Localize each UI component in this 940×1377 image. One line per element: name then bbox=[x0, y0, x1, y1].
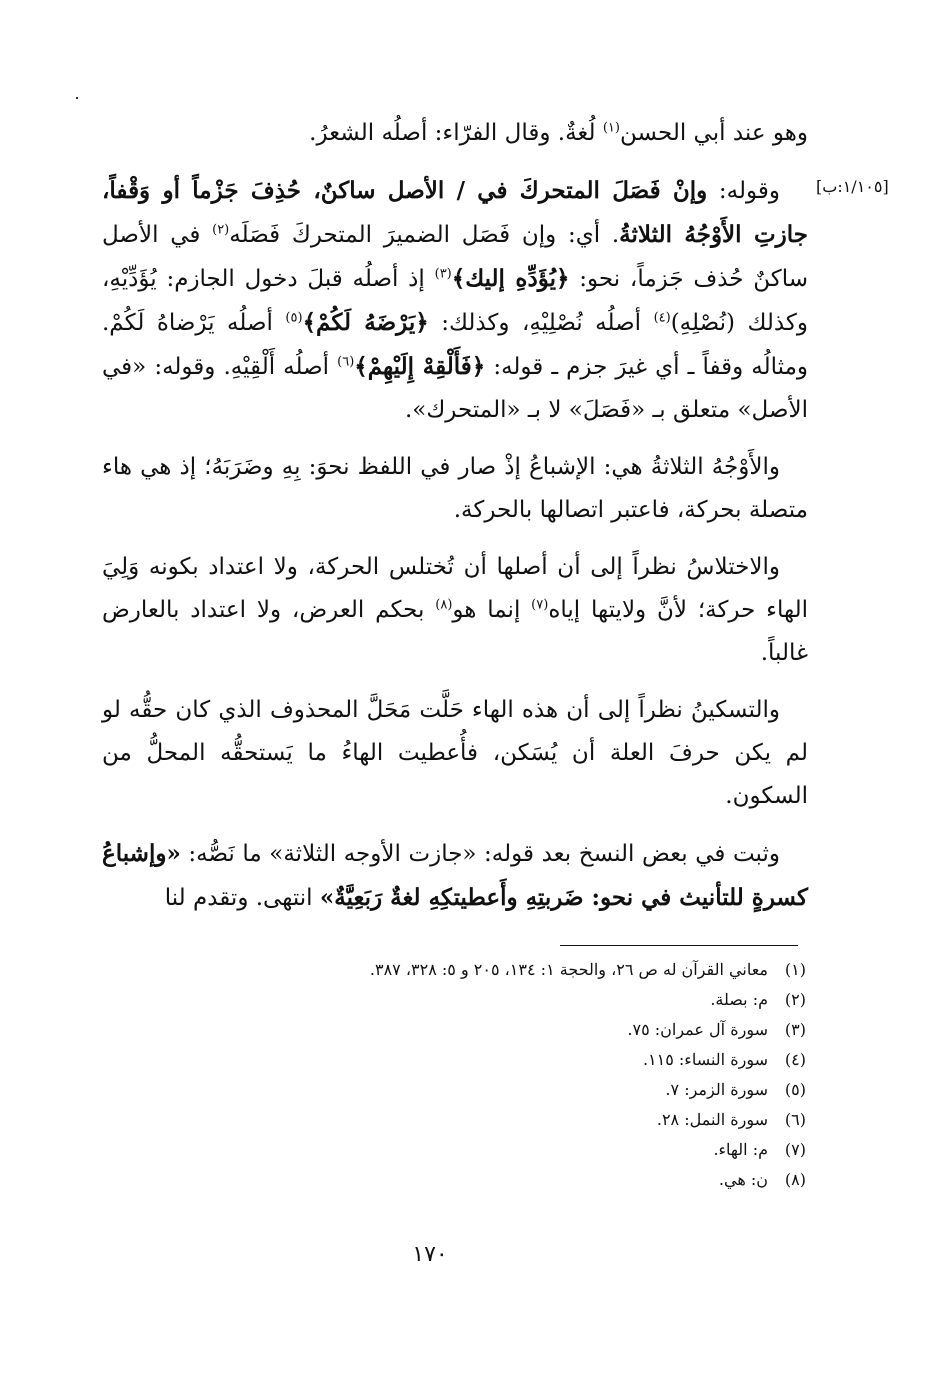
quoted-text: ﴿يُؤَدِّهِ إليك﴾ bbox=[451, 265, 570, 292]
text-run: . أي: وإن فَصَل الضميرَ المتحركَ فَصَلَه bbox=[229, 222, 620, 248]
paragraph bbox=[102, 546, 808, 675]
paragraph bbox=[102, 169, 808, 432]
page-number: ١٧٠ bbox=[412, 1242, 448, 1267]
footnote-reference: (٥) bbox=[285, 310, 303, 326]
text-run: أصلُه يَرْضاهُ لَكُمْ. ومثالُه وقفاً ـ أي غيرَ جزم ـ قوله: bbox=[102, 310, 808, 380]
text-run: إنما هو bbox=[452, 597, 532, 623]
footnote-reference: (٢) bbox=[212, 222, 230, 238]
footnote-number: (٨) bbox=[784, 1170, 806, 1189]
paragraph bbox=[102, 112, 808, 155]
scan-speck bbox=[76, 97, 78, 99]
footnote bbox=[102, 985, 806, 1015]
footnote bbox=[102, 1075, 806, 1105]
footnote-text: سورة الزمر: ٧. bbox=[665, 1080, 768, 1099]
quoted-text: ﴿يَرْضَهُ لَكُمْ﴾ bbox=[302, 309, 429, 336]
text-run: انتهى. وتقدم لنا bbox=[164, 885, 320, 911]
text-run: في الأصل ساكنٌ حُذف جَزماً، نحو: bbox=[102, 222, 809, 292]
footnote-text: م: بصلة. bbox=[710, 990, 768, 1009]
footnote-reference: (٤) bbox=[653, 310, 671, 326]
footnote-number: (٣) bbox=[784, 1020, 806, 1039]
footnote-text: سورة النمل: ٢٨. bbox=[656, 1110, 768, 1129]
text-run: لُغةٌ. وقال الفرّاء: أصلُه الشعرُ. bbox=[309, 120, 603, 146]
footnote-number: (٢) bbox=[784, 990, 806, 1009]
footnote-text: سورة النساء: ١١٥. bbox=[642, 1050, 768, 1069]
paragraph bbox=[102, 446, 808, 532]
footnote-number: (٤) bbox=[784, 1050, 806, 1069]
text-run: والأَوْجُهُ الثلاثةُ هي: الإشباعُ إذْ صار في اللفظ نحوَ: بِهِ وضَرَبَهُ؛ إذ هي هاء متصلة بحركة، فاعتبر اتصالها بالحركة. bbox=[102, 454, 808, 523]
footnote bbox=[102, 1135, 806, 1165]
text-run: أصلُه نُصْلِيْهِ، وكذلك: bbox=[428, 310, 654, 336]
footnote-number: (٧) bbox=[784, 1140, 806, 1159]
footnote-reference: (١) bbox=[602, 120, 620, 136]
text-run: أصلُه أَلْقِيْهِ. وقوله: «في الأصل» متعلق بـ «فَصَلَ» لا بـ «المتحرك». bbox=[102, 354, 808, 423]
footnote-reference: (٨) bbox=[435, 597, 453, 613]
text-run: إذ أصلُه قبلَ دخول الجازم: يُؤَدِّيْهِ، وكذلك (نُصْلِهِ) bbox=[102, 266, 808, 336]
manuscript-folio-marker: [١/١٠٥:ب] bbox=[816, 177, 889, 196]
quoted-text: وإنْ فَصَلَ المتحركَ في / الأصل ساكنٌ، حُذِفَ جَزْماً أو وَقْفاً، جازتِ الأَوْجُهُ الثلاثةُ bbox=[102, 177, 808, 248]
text-run: وهو عند أبي الحسن bbox=[619, 120, 808, 146]
footnote bbox=[102, 1045, 806, 1075]
footnote bbox=[102, 1105, 806, 1135]
quoted-text: «وإشباعُ كسرةٍ للتأنيث في نحو: ضَربتِهِ وأَعطيتكِهِ لغةٌ رَبَعِيَّةٌ» bbox=[102, 840, 808, 911]
quoted-text: ﴿فَأَلْقِهْ إِلَيْهِمْ﴾ bbox=[354, 353, 486, 380]
footnote-number: (١) bbox=[784, 960, 806, 979]
footnote-reference: (٣) bbox=[434, 266, 452, 282]
footnote-text: معاني القرآن له ص ٢٦، والحجة ١: ١٣٤، ٢٠٥ و ٥: ٣٢٨، ٣٨٧. bbox=[369, 960, 768, 979]
footnote-text: م: الهاء. bbox=[713, 1140, 768, 1159]
text-run: والتسكينُ نظراً إلى أن هذه الهاء حَلَّت مَحَلَّ المحذوف الذي كان حقُّه لو لم يكن حرفَ العلة أن يُسَكن، فأُعطيت الهاءُ ما يَستحقُّه المحلُّ من السكون. bbox=[102, 697, 808, 809]
footnote-number: (٦) bbox=[784, 1110, 806, 1129]
main-text bbox=[102, 112, 808, 934]
footnote bbox=[102, 1165, 806, 1195]
text-run: وقوله: bbox=[707, 178, 780, 204]
footnote-reference: (٦) bbox=[337, 354, 355, 370]
footnote bbox=[102, 1015, 806, 1045]
footnote bbox=[102, 955, 806, 985]
text-run: والاختلاسُ نظراً إلى أن أصلها أن تُختلس الحركة، ولا اعتداد بكونه وَلِيَ الهاء حركة؛ لأنَّ ولايتها إياه bbox=[102, 554, 808, 623]
footnote-text: ن: هي. bbox=[718, 1170, 768, 1189]
footnote-number: (٥) bbox=[784, 1080, 806, 1099]
footnote-text: سورة آل عمران: ٧٥. bbox=[627, 1020, 768, 1039]
paragraph bbox=[102, 832, 808, 920]
footnote-reference: (٧) bbox=[531, 597, 549, 613]
paragraph bbox=[102, 689, 808, 818]
text-run: بحكم العرض، ولا اعتداد بالعارض غالباً. bbox=[102, 597, 808, 666]
footnote-separator bbox=[560, 945, 798, 946]
text-run: وثبت في بعض النسخ بعد قوله: «جازت الأوجه الثلاثة» ما نَصُّه: bbox=[180, 841, 780, 867]
footnotes-list bbox=[102, 955, 806, 1195]
